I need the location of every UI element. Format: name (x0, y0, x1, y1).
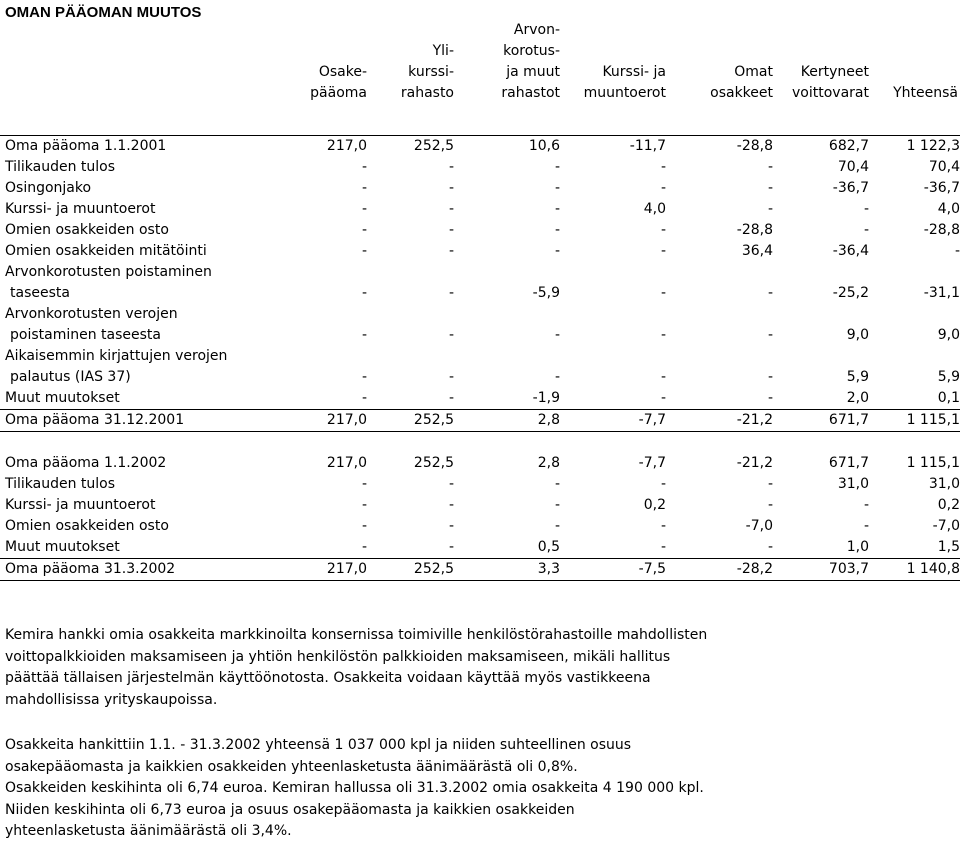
cell-value: 1 140,8 (869, 559, 960, 581)
row-label: Osingonjako (5, 180, 92, 196)
row-label: Kurssi- ja muuntoerot (5, 497, 156, 513)
paragraph-line: voittopalkkioiden maksamiseen ja yhtiön henkilöstön palkkioiden maksamiseen, mikäli hallitus (5, 648, 671, 665)
table-row (0, 241, 960, 262)
cell-value: 5,9 (846, 369, 869, 385)
cell-value: - (554, 497, 560, 513)
cell-value: -25,2 (832, 285, 869, 301)
cell-value: -28,2 (666, 559, 773, 581)
cell-value: 2,0 (846, 390, 869, 406)
column-header-line: Kurssi- ja (602, 64, 666, 80)
cell-value (869, 304, 960, 325)
cell-value: - (361, 539, 367, 555)
cell-value: -31,1 (923, 285, 960, 301)
paragraph-line: osakepääomasta ja kaikkien osakkeiden yhteenlasketusta äänimäärästä oli 0,8%. (5, 758, 578, 775)
cell-value: 0,2 (643, 497, 666, 513)
cell-value (666, 262, 773, 283)
column-header-own-shares (666, 62, 773, 104)
cell-value: - (767, 201, 773, 217)
cell-value (773, 262, 869, 283)
cell-value: - (448, 222, 454, 238)
column-header-line: voittovarat (792, 85, 869, 101)
cell-value: 31,0 (928, 476, 960, 492)
cell-value (454, 346, 560, 367)
cell-value: - (448, 243, 454, 259)
cell-value: -28,8 (736, 222, 773, 238)
cell-value: - (767, 497, 773, 513)
cell-value (773, 304, 869, 325)
cell-value: 217,0 (326, 455, 367, 471)
cell-value: - (660, 222, 666, 238)
row-label: Muut muutokset (5, 539, 120, 555)
paragraph-line: Osakkeiden keskihinta oli 6,74 euroa. Kemiran hallussa oli 31.3.2002 omia osakkeita 4 190 000 kpl. (5, 780, 704, 796)
cell-value: - (361, 518, 367, 534)
column-header-line: muuntoerot (583, 85, 666, 101)
column-header-line: Arvon- (513, 22, 560, 38)
column-header-line: ja muut (506, 64, 560, 80)
column-header-line: pääoma (310, 85, 367, 101)
cell-value: 682,7 (773, 136, 869, 158)
cell-value (560, 304, 666, 325)
cell-value: - (361, 243, 367, 259)
cell-value: 2,8 (537, 455, 560, 471)
cell-value: -36,4 (832, 243, 869, 259)
cell-value: - (660, 180, 666, 196)
cell-value: - (361, 222, 367, 238)
cell-value: - (361, 497, 367, 513)
cell-value: 70,4 (837, 159, 869, 175)
cell-value: - (767, 390, 773, 406)
table-row (0, 453, 960, 474)
cell-value (280, 304, 367, 325)
cell-value: - (554, 222, 560, 238)
row-label: Arvonkorotusten verojen (5, 306, 178, 322)
cell-value: - (767, 476, 773, 492)
cell-value: - (361, 369, 367, 385)
cell-value: - (863, 222, 869, 238)
cell-value: - (448, 539, 454, 555)
cell-value: - (863, 497, 869, 513)
cell-value: - (361, 159, 367, 175)
cell-value: -21,2 (736, 455, 773, 471)
cell-value (560, 262, 666, 283)
cell-value: 5,9 (937, 369, 960, 385)
column-header-line: Kertyneet (800, 64, 869, 80)
cell-value: 1 115,1 (906, 455, 960, 471)
cell-value: - (361, 201, 367, 217)
cell-value: - (448, 497, 454, 513)
cell-value: 1 122,3 (869, 136, 960, 158)
table-row (0, 178, 960, 199)
cell-value (560, 432, 666, 454)
table-row (0, 367, 960, 388)
cell-value: - (448, 285, 454, 301)
cell-value: - (448, 159, 454, 175)
paragraph-line: yhteenlasketusta äänimäärästä oli 3,4%. (5, 823, 292, 839)
row-label: Tilikauden tulos (5, 476, 116, 492)
row-label: taseesta (10, 285, 70, 301)
row-label: Omien osakkeiden osto (5, 222, 169, 238)
cell-value: 252,5 (413, 455, 454, 471)
equity-changes-table (0, 135, 960, 581)
spacer-row (0, 432, 960, 454)
cell-value: - (660, 476, 666, 492)
table-row (0, 136, 960, 158)
cell-value: 252,5 (367, 136, 454, 158)
cell-value: - (448, 476, 454, 492)
cell-value (367, 432, 454, 454)
cell-value: - (448, 327, 454, 343)
cell-value: 4,0 (643, 201, 666, 217)
column-header-line: osakkeet (710, 85, 773, 101)
paragraph-own-shares-purpose (5, 625, 945, 711)
row-label: Muut muutokset (5, 390, 120, 406)
cell-value: 0,1 (937, 390, 960, 406)
cell-value (367, 304, 454, 325)
column-header-line: rahasto (400, 85, 454, 101)
row-label: Kurssi- ja muuntoerot (5, 201, 156, 217)
column-header-line: Omat (734, 64, 773, 80)
row-label: Arvonkorotusten poistaminen (5, 264, 212, 280)
row-label: Oma pääoma 31.3.2002 (0, 559, 280, 581)
row-label (0, 432, 280, 454)
table-row (0, 559, 960, 581)
cell-value: -5,9 (532, 285, 560, 301)
cell-value: - (361, 285, 367, 301)
cell-value: 1 115,1 (869, 410, 960, 432)
column-header-line: Yhteensä (893, 85, 958, 101)
column-header-revaluation-reserves (454, 20, 560, 104)
column-header-total (869, 83, 958, 104)
cell-value: - (660, 285, 666, 301)
cell-value (454, 432, 560, 454)
cell-value: 1,0 (846, 539, 869, 555)
cell-value (280, 262, 367, 283)
cell-value: - (767, 539, 773, 555)
paragraph-line: mahdollisissa yrityskaupoissa. (5, 691, 218, 708)
cell-value: - (554, 159, 560, 175)
cell-value (666, 304, 773, 325)
cell-value: 2,8 (454, 410, 560, 432)
cell-value (280, 432, 367, 454)
cell-value: -28,8 (666, 136, 773, 158)
page-title: OMAN PÄÄOMAN MUUTOS (5, 4, 202, 21)
cell-value: 671,7 (773, 410, 869, 432)
cell-value: 217,0 (280, 559, 367, 581)
cell-value: -21,2 (666, 410, 773, 432)
cell-value: 252,5 (367, 559, 454, 581)
cell-value: - (448, 201, 454, 217)
cell-value: - (954, 243, 960, 259)
column-header-translation-differences (560, 62, 666, 104)
cell-value: - (660, 243, 666, 259)
cell-value (666, 432, 773, 454)
paragraph-own-shares-acquired (5, 735, 945, 843)
cell-value: - (554, 180, 560, 196)
row-label: Tilikauden tulos (5, 159, 116, 175)
table-row (0, 304, 960, 325)
cell-value: - (767, 369, 773, 385)
row-label: Oma pääoma 31.12.2001 (0, 410, 280, 432)
cell-value (869, 346, 960, 367)
cell-value (560, 346, 666, 367)
cell-value: 36,4 (741, 243, 773, 259)
cell-value: 0,2 (937, 497, 960, 513)
cell-value: 217,0 (280, 410, 367, 432)
cell-value: 31,0 (837, 476, 869, 492)
cell-value: - (767, 327, 773, 343)
cell-value: - (767, 285, 773, 301)
cell-value: 252,5 (367, 410, 454, 432)
cell-value: 671,7 (828, 455, 869, 471)
row-label: palautus (IAS 37) (10, 369, 131, 385)
cell-value: 0,5 (537, 539, 560, 555)
cell-value (773, 432, 869, 454)
row-label: Oma pääoma 1.1.2002 (5, 455, 167, 471)
cell-value: 4,0 (937, 201, 960, 217)
cell-value: - (361, 327, 367, 343)
row-label: Aikaisemmin kirjattujen verojen (5, 348, 228, 364)
column-header-line: rahastot (501, 85, 560, 101)
table-row (0, 388, 960, 410)
cell-value: -1,9 (532, 390, 560, 406)
table-row (0, 495, 960, 516)
cell-value: - (448, 518, 454, 534)
cell-value: -36,7 (832, 180, 869, 196)
table-row (0, 325, 960, 346)
cell-value: -11,7 (560, 136, 666, 158)
cell-value: 9,0 (937, 327, 960, 343)
row-label: Oma pääoma 1.1.2001 (0, 136, 280, 158)
cell-value: - (660, 539, 666, 555)
cell-value (280, 346, 367, 367)
cell-value: - (660, 518, 666, 534)
cell-value: -7,0 (745, 518, 773, 534)
table-row (0, 346, 960, 367)
cell-value (367, 346, 454, 367)
cell-value: - (554, 369, 560, 385)
table-row (0, 474, 960, 495)
column-header-line: kurssi- (408, 64, 454, 80)
cell-value: - (554, 518, 560, 534)
cell-value (454, 304, 560, 325)
table-row (0, 410, 960, 432)
cell-value: - (660, 369, 666, 385)
table-row (0, 262, 960, 283)
table-row (0, 199, 960, 220)
cell-value: 10,6 (454, 136, 560, 158)
cell-value: - (361, 476, 367, 492)
cell-value: -7,5 (560, 559, 666, 581)
table-row (0, 537, 960, 559)
column-header-share-capital (280, 62, 367, 104)
cell-value: - (554, 201, 560, 217)
column-header-line: Osake- (318, 64, 367, 80)
cell-value (454, 262, 560, 283)
table-row (0, 157, 960, 178)
cell-value: -7,7 (560, 410, 666, 432)
cell-value: -28,8 (923, 222, 960, 238)
cell-value: - (448, 180, 454, 196)
cell-value: - (767, 180, 773, 196)
paragraph-line: päättää tällaisen järjestelmän käyttöönotosta. Osakkeita voidaan käyttää myös vastikkeena (5, 670, 651, 686)
cell-value (869, 432, 960, 454)
cell-value (773, 346, 869, 367)
cell-value: 703,7 (773, 559, 869, 581)
cell-value: 3,3 (454, 559, 560, 581)
cell-value: -7,0 (932, 518, 960, 534)
table-row (0, 516, 960, 537)
cell-value: -7,7 (638, 455, 666, 471)
row-label: poistaminen taseesta (10, 327, 161, 343)
cell-value: - (863, 201, 869, 217)
cell-value: - (660, 327, 666, 343)
cell-value: - (448, 369, 454, 385)
cell-value: - (361, 390, 367, 406)
column-header-line: korotus- (503, 43, 560, 59)
cell-value: - (554, 243, 560, 259)
cell-value: 1,5 (937, 539, 960, 555)
cell-value: 70,4 (928, 159, 960, 175)
cell-value: - (361, 180, 367, 196)
column-header-line: Yli- (432, 43, 454, 59)
cell-value: - (554, 327, 560, 343)
cell-value: 9,0 (846, 327, 869, 343)
row-label: Omien osakkeiden mitätöinti (5, 243, 207, 259)
cell-value: - (660, 159, 666, 175)
cell-value (367, 262, 454, 283)
cell-value: - (554, 476, 560, 492)
paragraph-line: Osakkeita hankittiin 1.1. - 31.3.2002 yhteensä 1 037 000 kpl ja niiden suhteellinen osuus (5, 737, 632, 753)
cell-value: 217,0 (280, 136, 367, 158)
column-header-share-premium (367, 41, 454, 104)
row-label: Omien osakkeiden osto (5, 518, 169, 534)
paragraph-line: Niiden keskihinta oli 6,73 euroa ja osuus osakepääomasta ja kaikkien osakkeiden (5, 801, 575, 818)
column-header-retained-earnings (773, 62, 869, 104)
cell-value: - (660, 390, 666, 406)
table-row (0, 220, 960, 241)
cell-value: - (448, 390, 454, 406)
cell-value (869, 262, 960, 283)
table-row (0, 283, 960, 304)
paragraph-line: Kemira hankki omia osakkeita markkinoilta konsernissa toimiville henkilöstörahastoille mahdollisten (5, 627, 708, 643)
cell-value (666, 346, 773, 367)
cell-value: -36,7 (923, 180, 960, 196)
cell-value: - (863, 518, 869, 534)
cell-value: - (767, 159, 773, 175)
